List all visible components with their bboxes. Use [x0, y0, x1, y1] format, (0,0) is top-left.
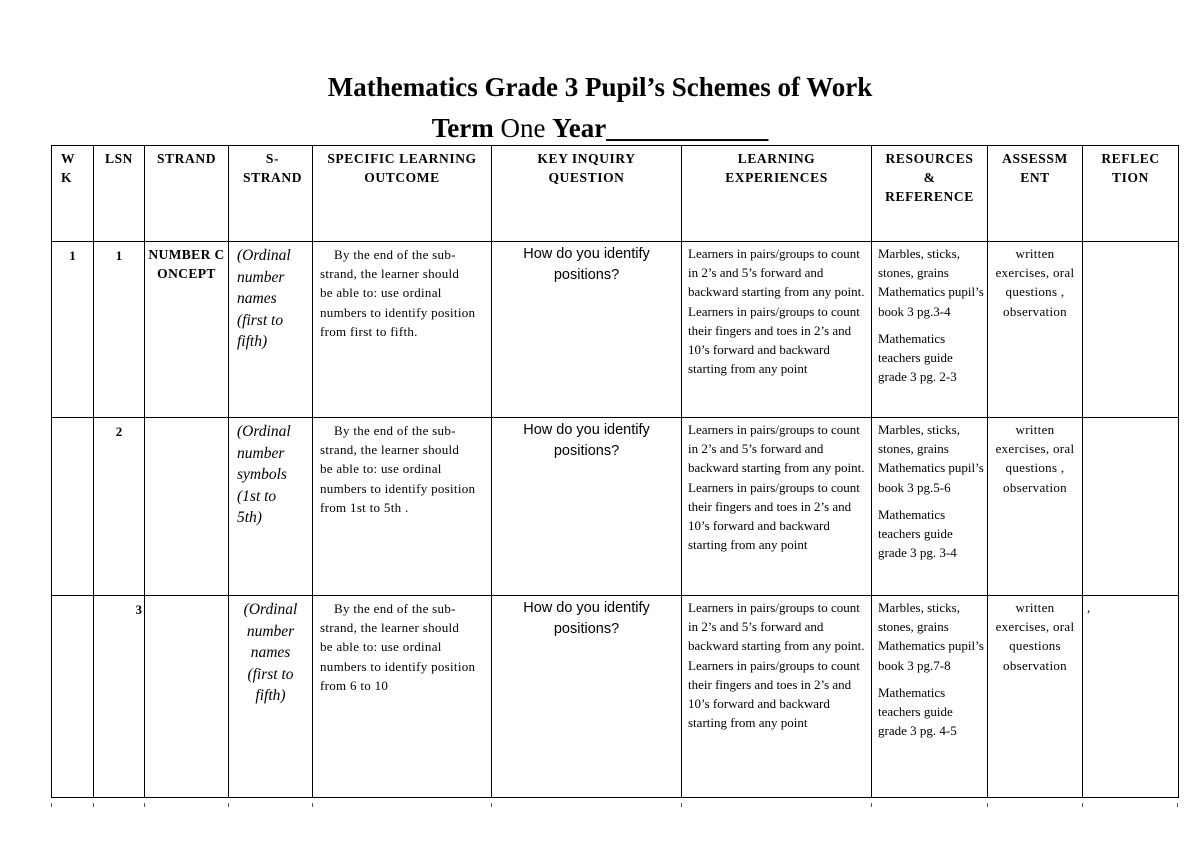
- res-reference: Mathematics teachers guide grade 3 pg. 3-4: [878, 506, 957, 561]
- cell-strand: [145, 418, 229, 596]
- tick-mark: [681, 803, 682, 807]
- cell-slo: [313, 596, 492, 798]
- tick-mark: [144, 803, 145, 807]
- cell-ass: written exercises, oral questions observation: [988, 596, 1083, 798]
- document-title: Mathematics Grade 3 Pupil’s Schemes of Work: [327, 72, 873, 102]
- year-blank: ____________: [606, 113, 769, 143]
- table-row: [52, 242, 1179, 418]
- cell-ass: written exercises, oral questions , observation: [988, 418, 1083, 596]
- cell-kiq: How do you identify positions?: [492, 242, 682, 418]
- cell-wk: 1: [52, 242, 94, 418]
- res-items: Marbles, sticks, stones, grains Mathematics pupil’s book 3 pg.3-4: [878, 246, 984, 319]
- tick-mark: [871, 803, 872, 807]
- tick-mark: [228, 803, 229, 807]
- header-lsn: LSN: [94, 146, 145, 242]
- cell-ass: written exercises, oral questions , observation: [988, 242, 1083, 418]
- term-line: [0, 113, 1200, 144]
- page-tick-marks: [0, 803, 1200, 809]
- res-reference: Mathematics teachers guide grade 3 pg. 2-3: [878, 330, 957, 385]
- slo-rest: be able to: use ordinal numbers to identify position from 1st to 5th .: [320, 461, 476, 515]
- cell-sub-strand: (Ordinal number names (first to fifth): [229, 242, 313, 418]
- table-row: [52, 596, 1179, 798]
- header-strand: STRAND: [145, 146, 229, 242]
- cell-slo: [313, 418, 492, 596]
- tick-mark: [312, 803, 313, 807]
- header-res: RESOURCES & REFERENCE: [872, 146, 988, 242]
- header-kiq: KEY INQUIRY QUESTION: [492, 146, 682, 242]
- cell-res: [872, 596, 988, 798]
- schemes-table: [51, 145, 1179, 798]
- header-wk: W K: [52, 146, 94, 242]
- cell-lsn: 2: [94, 418, 145, 596]
- cell-lsn: 3: [94, 596, 145, 798]
- cell-res: [872, 418, 988, 596]
- tick-mark: [1177, 803, 1178, 807]
- cell-le: Learners in pairs/groups to count in 2’s and 5’s forward and backward starting from any point. Learners in pairs/groups to count their fingers and toes in 2’s and 10’s forward and backward starting from any point: [682, 596, 872, 798]
- cell-wk: [52, 418, 94, 596]
- header-row: [52, 146, 1179, 242]
- slo-first: By the end of the sub-strand, the learner should: [320, 423, 460, 458]
- cell-sub-strand: (Ordinal number symbols (1st to 5th): [229, 418, 313, 596]
- cell-strand: NUMBER CONCEPT: [145, 242, 229, 418]
- cell-wk: [52, 596, 94, 798]
- cell-le: Learners in pairs/groups to count in 2’s and 5’s forward and backward starting from any point. Learners in pairs/groups to count their fingers and toes in 2’s and 10’s forward and backward starting from any point: [682, 418, 872, 596]
- res-items: Marbles, sticks, stones, grains Mathematics pupil’s book 3 pg.7-8: [878, 600, 984, 673]
- tick-mark: [987, 803, 988, 807]
- term-value: One: [500, 113, 546, 143]
- header-refl: REFLECTION: [1083, 146, 1179, 242]
- cell-res: [872, 242, 988, 418]
- table-row: [52, 418, 1179, 596]
- slo-rest: be able to: use ordinal numbers to identify position from 6 to 10: [320, 639, 476, 693]
- header-slo: SPECIFIC LEARNING OUTCOME: [313, 146, 492, 242]
- cell-lsn: 1: [94, 242, 145, 418]
- cell-refl: [1083, 242, 1179, 418]
- cell-slo: [313, 242, 492, 418]
- slo-first: By the end of the sub-strand, the learner should: [320, 247, 460, 282]
- tick-mark: [93, 803, 94, 807]
- term-label: Term: [431, 113, 494, 143]
- cell-kiq: How do you identify positions?: [492, 418, 682, 596]
- year-label: Year: [552, 113, 607, 143]
- res-items: Marbles, sticks, stones, grains Mathematics pupil’s book 3 pg.5-6: [878, 422, 984, 495]
- header-le: LEARNING EXPERIENCES: [682, 146, 872, 242]
- cell-refl: [1083, 418, 1179, 596]
- tick-mark: [1082, 803, 1083, 807]
- cell-sub-strand: (Ordinal number names (first to fifth): [229, 596, 313, 798]
- cell-strand: [145, 596, 229, 798]
- slo-first: By the end of the sub-strand, the learner should: [320, 601, 460, 636]
- header-sub-strand: S-STRAND: [229, 146, 313, 242]
- tick-mark: [51, 803, 52, 807]
- header-ass: ASSESSMENT: [988, 146, 1083, 242]
- cell-le: Learners in pairs/groups to count in 2’s and 5’s forward and backward starting from any point. Learners in pairs/groups to count their fingers and toes in 2’s and 10’s forward and backward starting from any point: [682, 242, 872, 418]
- tick-mark: [491, 803, 492, 807]
- res-reference: Mathematics teachers guide grade 3 pg. 4-5: [878, 684, 957, 739]
- cell-refl: ,: [1083, 596, 1179, 798]
- cell-kiq: How do you identify positions?: [492, 596, 682, 798]
- slo-rest: be able to: use ordinal numbers to identify position from first to fifth.: [320, 285, 476, 339]
